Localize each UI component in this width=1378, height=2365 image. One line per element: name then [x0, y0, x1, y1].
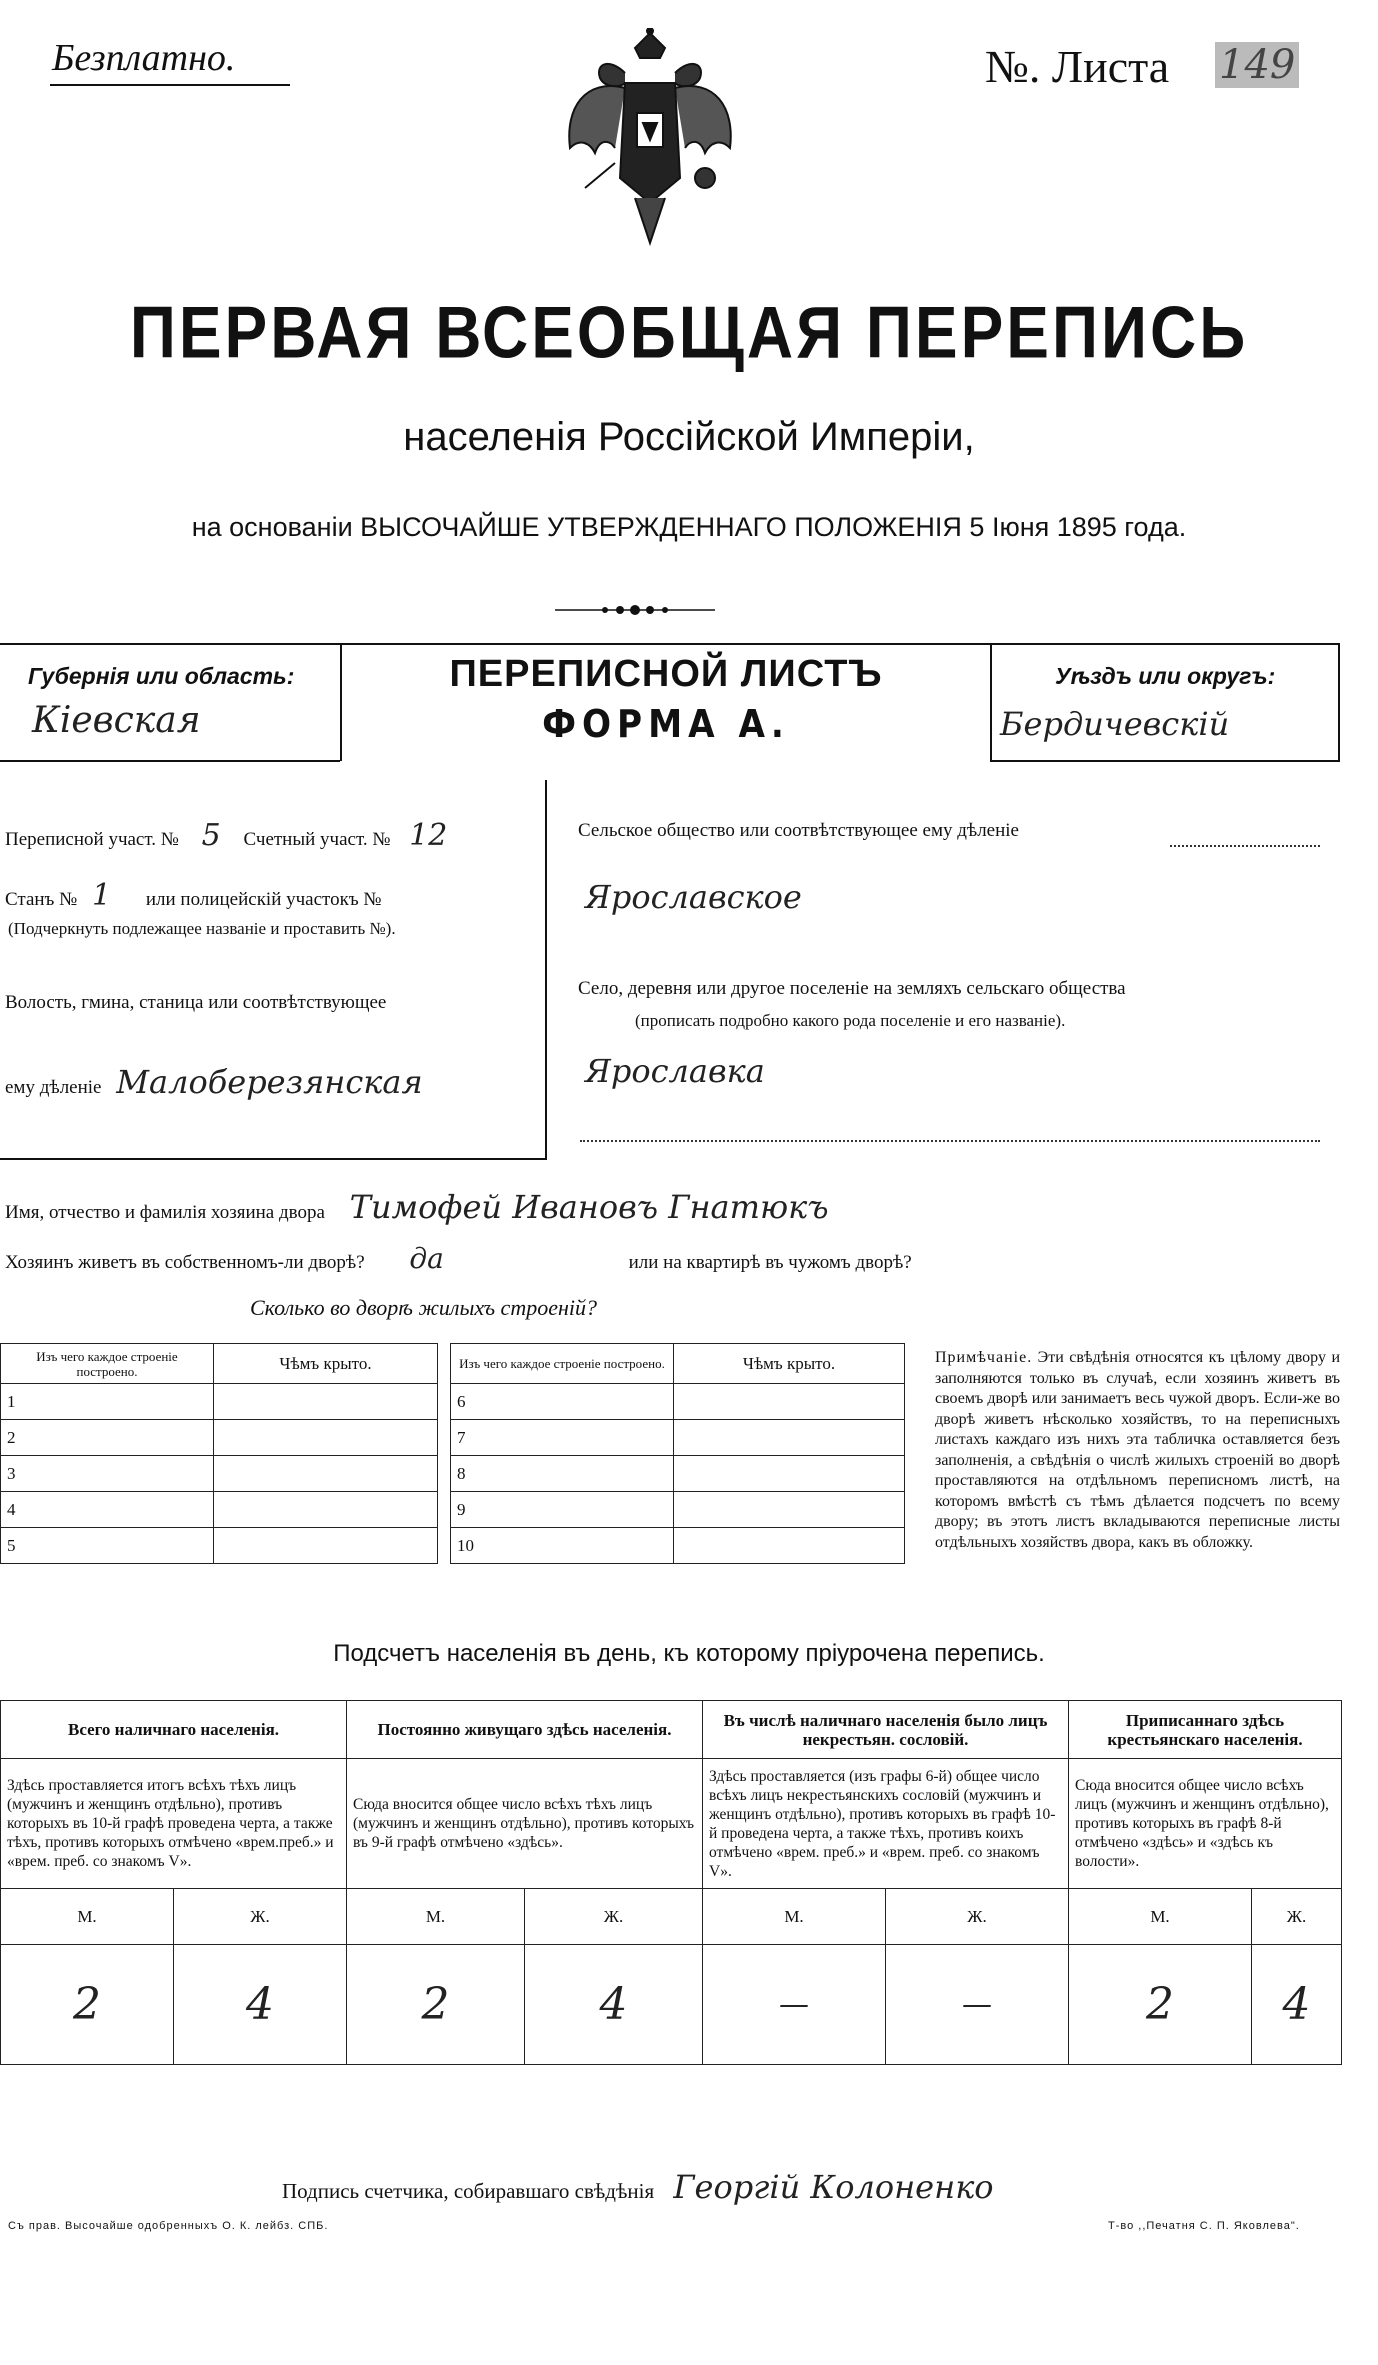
- free-label: Безплатно.: [52, 37, 236, 79]
- counting-district-value: 12: [409, 818, 448, 853]
- note-text: Эти свѣдѣнія относятся къ цѣлому двору и заполняются только въ случаѣ, если хозяинъ живетъ въ своемъ дворѣ или занимаетъ весь чужой дворъ. Если-же во дворѣ живетъ нѣсколько хозяйствъ, то на переписныхъ листахъ каждаго изъ нихъ эта табличка оставляется безъ заполненія, а свѣдѣнія о числѣ жилыхъ строеній во дворѣ проставляются на отдѣльномъ переписномъ листѣ, на которомъ вмѣстѣ съ тѣмъ дѣлается подсчетъ по всему двору; въ этотъ листъ вкладываются переписные листы отдѣльныхъ хозяйствъ двора, какъ въ обложку.: [935, 1349, 1341, 1551]
- count-head-1: Всего наличнаго населенія.: [1, 1701, 347, 1759]
- subtitle: населенія Россійской Имперіи,: [403, 415, 975, 459]
- village-value: Ярославка: [585, 1052, 765, 1090]
- free-label-underline: [50, 84, 290, 86]
- census-district-value: 5: [201, 818, 221, 853]
- census-district-row: Переписной участ. № 5 Счетный участ. № 12: [5, 818, 448, 853]
- count-desc-3: Здѣсь проставляется (изъ графы 6-й) общее число всѣхъ лицъ некрестьянскихъ сословій (мужчинъ и женщинъ отдѣльно), противъ которыхъ въ графѣ 10-й проведена черта, а также тѣхъ, противъ коихъ отмѣчено «врем. преб.» и «врем. преб. со знакомъ V».: [703, 1759, 1069, 1889]
- village-dots: [580, 1140, 1320, 1142]
- count-head-4: Приписаннаго здѣсь крестьянскаго населенія.: [1069, 1701, 1342, 1759]
- form-right-edge: [1338, 643, 1340, 761]
- village-note: (прописать подробно какого рода поселеніе и его названіе).: [635, 1011, 1066, 1030]
- count-value-f-3: —: [886, 1945, 1069, 2065]
- footer-right: Т-во ,,Печатня С. П. Яковлева".: [1108, 2220, 1300, 2232]
- count-value-f-4: 4: [1252, 1945, 1342, 2065]
- note-block: [935, 1348, 1340, 1553]
- f-label-2: Ж.: [525, 1889, 703, 1945]
- m-label-4: М.: [1069, 1889, 1252, 1945]
- signature-row: Подпись счетчика, собиравшаго свѣдѣнія Георгій Колоненко: [282, 2168, 994, 2206]
- form-left-bottom: [0, 760, 340, 762]
- district-value: Бердичевскій: [1000, 705, 1230, 743]
- count-value-m-2: 2: [347, 1945, 525, 2065]
- count-desc-4: Сюда вносится общее число всѣхъ лицъ (мужчинъ и женщинъ отдѣльно), противъ которыхъ въ графѣ 8-й отмѣчено «здѣсь» и «здѣсь къ волости».: [1069, 1759, 1342, 1889]
- volost-value: Малоберезянская: [116, 1063, 423, 1101]
- form-divider-right: [990, 643, 992, 761]
- camp-value: 1: [92, 878, 112, 913]
- buildings-table-right: Изъ чего каждое строеніе построено. Чѣмъ крыто. 6 7 8 9 10: [450, 1343, 905, 1564]
- count-value-m-3: —: [703, 1945, 886, 2065]
- basis-line: на основаніи ВЫСОЧАЙШЕ УТВЕРЖДЕННАГО ПОЛОЖЕНІЯ 5 Іюня 1895 года.: [191, 512, 1187, 542]
- f-label-1: Ж.: [174, 1889, 347, 1945]
- count-value-m-4: 2: [1069, 1945, 1252, 2065]
- form-title: ПЕРЕПИСНОЙ ЛИСТЪ: [449, 653, 883, 695]
- left-box-right-edge: [545, 780, 547, 1160]
- province-label: Губернія или область:: [28, 663, 295, 689]
- volost-label: Волость, гмина, станица или соотвѣтствующее: [5, 992, 387, 1013]
- buildings-question: Сколько во дворѣ жилыхъ строеній?: [250, 1295, 597, 1320]
- form-top-rule: [0, 643, 1340, 645]
- owner-lives-row: Хозяинъ живетъ въ собственномъ-ли дворѣ? да или на квартирѣ въ чужомъ дворѣ?: [5, 1242, 912, 1275]
- volost-row: ему дѣленіе Малоберезянская: [5, 1063, 423, 1101]
- count-value-m-1: 2: [1, 1945, 174, 2065]
- village-label: Село, деревня или другое поселеніе на земляхъ сельскаго общества: [578, 978, 1126, 999]
- district-label: Уѣздъ или округъ:: [1055, 663, 1276, 689]
- owner-name-row: Имя, отчество и фамилія хозяина двора Тимофей Ивановъ Гнатюкъ: [5, 1188, 829, 1226]
- owner-name-value: Тимофей Ивановъ Гнатюкъ: [349, 1188, 829, 1226]
- signature-value: Георгій Колоненко: [673, 2168, 994, 2206]
- footer-left: Съ прав. Высочайше одобренныхъ О. К. лейбз. СПБ.: [8, 2220, 329, 2232]
- count-title: Подсчетъ населенія въ день, къ которому пріурочена перепись.: [333, 1640, 1045, 1667]
- count-table: [0, 1700, 1342, 2065]
- double-headed-eagle-emblem-icon: [555, 28, 745, 258]
- count-value-f-2: 4: [525, 1945, 703, 2065]
- main-title: ПЕРВАЯ ВСЕОБЩАЯ ПЕРЕПИСЬ: [129, 290, 1249, 374]
- owner-lives-value: да: [409, 1242, 444, 1275]
- m-label-2: М.: [347, 1889, 525, 1945]
- form-right-bottom: [990, 760, 1340, 762]
- form-type: ФОРМА А.: [542, 702, 790, 746]
- society-value: Ярославское: [585, 878, 802, 916]
- note-title: Примѣчаніе.: [935, 1349, 1033, 1366]
- sheet-number-label: №. Листа: [985, 41, 1170, 92]
- m-label-3: М.: [703, 1889, 886, 1945]
- f-label-3: Ж.: [886, 1889, 1069, 1945]
- m-label-1: М.: [1, 1889, 174, 1945]
- count-head-2: Постоянно живущаго здѣсь населенія.: [347, 1701, 703, 1759]
- province-value: Кіевская: [32, 700, 201, 741]
- society-dots: [1170, 845, 1320, 847]
- ornament-divider-icon: [555, 600, 715, 620]
- camp-row: Станъ № 1 или полицейскій участокъ №: [5, 878, 382, 913]
- sheet-number-value: 149: [1215, 42, 1299, 88]
- count-head-3: Въ числѣ наличнаго населенія было лицъ некрестьян. сословій.: [703, 1701, 1069, 1759]
- underline-note: (Подчеркнуть подлежащее названіе и проставить №).: [8, 919, 396, 938]
- society-label: Сельское общество или соотвѣтствующее ему дѣленіе: [578, 820, 1019, 841]
- buildings-table-left: Изъ чего каждое строеніе построено. Чѣмъ крыто. 1 2 3 4 5: [0, 1343, 438, 1564]
- left-box-bottom: [0, 1158, 547, 1160]
- count-desc-1: Здѣсь проставляется итогъ всѣхъ тѣхъ лицъ (мужчинъ и женщинъ отдѣльно), противъ которыхъ въ 10-й графѣ проведена черта, а также тѣхъ, противъ которыхъ отмѣчено «врем.преб.» и «врем. преб. со знакомъ V».: [1, 1759, 347, 1889]
- f-label-4: Ж.: [1252, 1889, 1342, 1945]
- count-desc-2: Сюда вносится общее число всѣхъ тѣхъ лицъ (мужчинъ и женщинъ отдѣльно), противъ которыхъ въ 9-й графѣ отмѣчено «здѣсь».: [347, 1759, 703, 1889]
- count-value-f-1: 4: [174, 1945, 347, 2065]
